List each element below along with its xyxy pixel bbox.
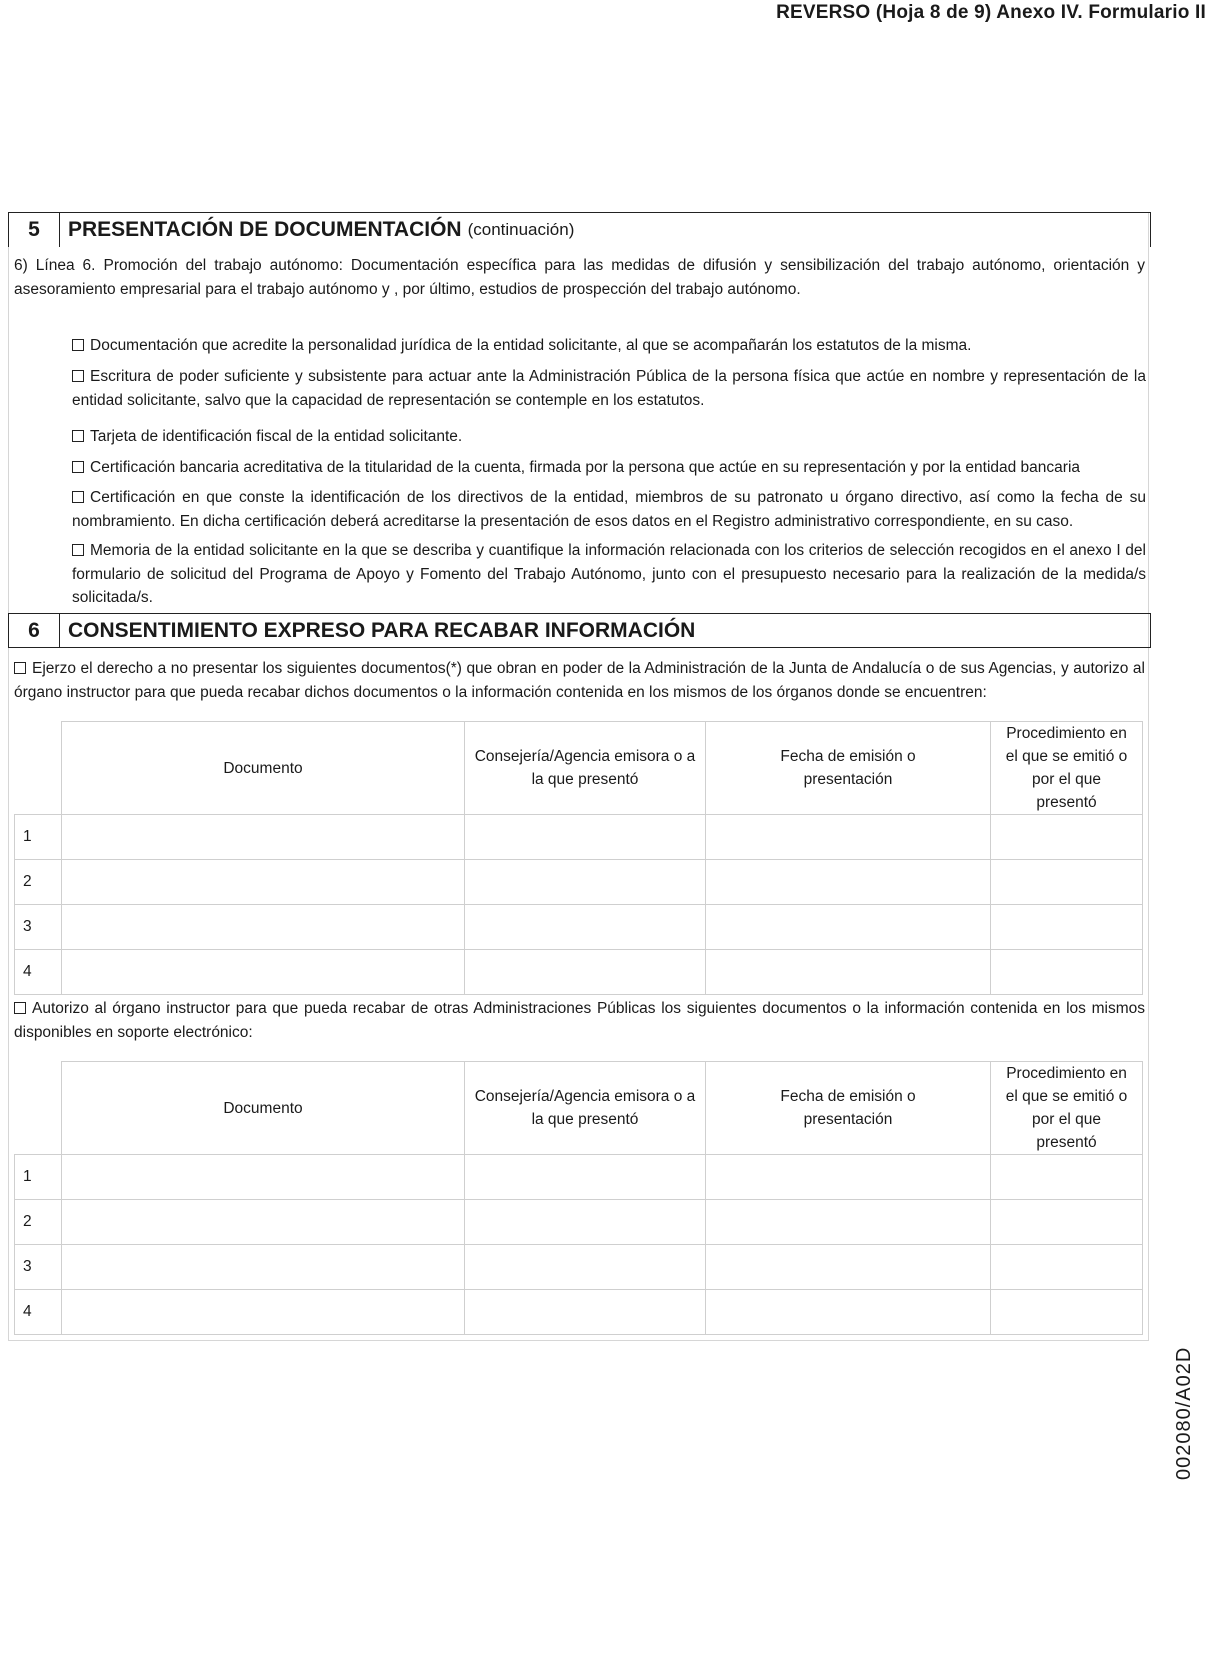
- doc-item-3: [72, 425, 1146, 449]
- cell-documento[interactable]: [62, 950, 465, 995]
- cell-consejeria[interactable]: [465, 1155, 706, 1200]
- cell-procedimiento[interactable]: [991, 905, 1143, 950]
- cell-fecha[interactable]: [706, 950, 991, 995]
- cell-consejeria[interactable]: [465, 860, 706, 905]
- cell-consejeria[interactable]: [465, 815, 706, 860]
- row-number: 1: [15, 815, 62, 860]
- table-row: [15, 950, 1143, 995]
- doc-item-1: [72, 334, 1146, 358]
- page-header-title: REVERSO (Hoja 8 de 9) Anexo IV. Formulario II: [776, 2, 1206, 23]
- cell-documento[interactable]: [62, 860, 465, 905]
- row-number: 1: [15, 1155, 62, 1200]
- table-header-row: [15, 1062, 1143, 1155]
- consent-option-2-label: Autorizo al órgano instructor para que pueda recabar de otras Administraciones Públicas los siguientes documentos o la información contenida en los mismos disponibles en soporte electrónico:: [14, 1000, 1145, 1041]
- doc-item-4-label: Certificación bancaria acreditativa de la titularidad de la cuenta, firmada por la persona que actúe en su representación y por la entidad bancaria: [90, 459, 1081, 476]
- checkbox-doc-5[interactable]: [72, 491, 84, 503]
- table-header-procedimiento: Procedimiento en el que se emitió o por el que presentó: [991, 722, 1143, 815]
- form-code: 002080/A02D: [1173, 1346, 1195, 1480]
- table-header-documento: Documento: [62, 1062, 465, 1155]
- cell-consejeria[interactable]: [465, 905, 706, 950]
- table-header-fecha: Fecha de emisión o presentación: [706, 1062, 991, 1155]
- cell-fecha[interactable]: [706, 860, 991, 905]
- table-header-row: [15, 722, 1143, 815]
- checkbox-doc-4[interactable]: [72, 461, 84, 473]
- consent-option-1: [14, 657, 1145, 704]
- cell-procedimiento[interactable]: [991, 1290, 1143, 1335]
- table-header-consejeria: Consejería/Agencia emisora o a la que presentó: [465, 1062, 706, 1155]
- section-5-title: [60, 213, 1151, 247]
- cell-consejeria[interactable]: [465, 1290, 706, 1335]
- section-6-title: [60, 614, 1151, 647]
- cell-fecha[interactable]: [706, 1200, 991, 1245]
- section-5-header: [8, 212, 1151, 247]
- table-header-blank: [15, 1062, 62, 1155]
- table-header-documento: Documento: [62, 722, 465, 815]
- section-5-title-text: PRESENTACIÓN DE DOCUMENTACIÓN: [68, 218, 462, 241]
- table-row: [15, 860, 1143, 905]
- doc-item-3-label: Tarjeta de identificación fiscal de la entidad solicitante.: [90, 428, 463, 445]
- table-row: [15, 1155, 1143, 1200]
- checkbox-doc-1[interactable]: [72, 339, 84, 351]
- cell-procedimiento[interactable]: [991, 860, 1143, 905]
- consent-option-1-label: Ejerzo el derecho a no presentar los siguientes documentos(*) que obran en poder de la Administración de la Junta de Andalucía o de sus Agencias, y autorizo al órgano instructor para que pueda recabar dichos documentos o la información contenida en los mismos de los órganos donde se encuentren:: [14, 660, 1145, 701]
- section-6-number: 6: [8, 614, 60, 647]
- cell-procedimiento[interactable]: [991, 950, 1143, 995]
- doc-item-1-label: Documentación que acredite la personalidad jurídica de la entidad solicitante, al que se acompañarán los estatutos de la misma.: [90, 337, 972, 354]
- cell-documento[interactable]: [62, 905, 465, 950]
- cell-fecha[interactable]: [706, 815, 991, 860]
- documents-table-1: [14, 721, 1143, 995]
- cell-fecha[interactable]: [706, 1290, 991, 1335]
- cell-consejeria[interactable]: [465, 950, 706, 995]
- checkbox-consent-1[interactable]: [14, 662, 26, 674]
- table-header-procedimiento: Procedimiento en el que se emitió o por el que presentó: [991, 1062, 1143, 1155]
- checkbox-doc-6[interactable]: [72, 544, 84, 556]
- table-header-fecha: Fecha de emisión o presentación: [706, 722, 991, 815]
- table-header-blank: [15, 722, 62, 815]
- doc-item-2-label: Escritura de poder suficiente y subsistente para actuar ante la Administración Pública de la persona física que actúe en nombre y representación de la entidad solicitante, salvo que la capacidad de representación se contemple en los estatutos.: [72, 368, 1146, 409]
- cell-documento[interactable]: [62, 1290, 465, 1335]
- cell-procedimiento[interactable]: [991, 1200, 1143, 1245]
- section-6-title-text: CONSENTIMIENTO EXPRESO PARA RECABAR INFORMACIÓN: [68, 618, 696, 642]
- cell-documento[interactable]: [62, 1155, 465, 1200]
- doc-item-2: [72, 365, 1146, 412]
- checkbox-doc-2[interactable]: [72, 370, 84, 382]
- cell-documento[interactable]: [62, 1245, 465, 1290]
- table-row: [15, 1200, 1143, 1245]
- cell-procedimiento[interactable]: [991, 1155, 1143, 1200]
- cell-procedimiento[interactable]: [991, 1245, 1143, 1290]
- row-number: 2: [15, 1200, 62, 1245]
- cell-procedimiento[interactable]: [991, 815, 1143, 860]
- row-number: 3: [15, 905, 62, 950]
- table-row: [15, 905, 1143, 950]
- documents-table-2: [14, 1061, 1143, 1335]
- checkbox-consent-2[interactable]: [14, 1002, 26, 1014]
- doc-item-6-label: Memoria de la entidad solicitante en la que se describa y cuantifique la información relacionada con los criterios de selección recogidos en el anexo I del formulario de solicitud del Programa de Apoyo y Fomento del Trabajo Autónomo, junto con el presupuesto necesario para la realización de la medida/s solicitada/s.: [72, 542, 1146, 606]
- doc-item-4: [72, 456, 1146, 480]
- cell-fecha[interactable]: [706, 1245, 991, 1290]
- cell-documento[interactable]: [62, 815, 465, 860]
- doc-item-5-label: Certificación en que conste la identificación de los directivos de la entidad, miembros de su patronato u órgano directivo, así como la fecha de su nombramiento. En dicha certificación deberá acreditarse la presentación de esos datos en el Registro administrativo correspondiente, en su caso.: [72, 489, 1146, 530]
- checkbox-doc-3[interactable]: [72, 430, 84, 442]
- cell-fecha[interactable]: [706, 1155, 991, 1200]
- cell-consejeria[interactable]: [465, 1200, 706, 1245]
- row-number: 4: [15, 1290, 62, 1335]
- section-5-subtitle: (continuación): [467, 220, 575, 239]
- cell-documento[interactable]: [62, 1200, 465, 1245]
- section-6-header: [8, 613, 1151, 648]
- row-number: 2: [15, 860, 62, 905]
- table-row: [15, 1245, 1143, 1290]
- cell-fecha[interactable]: [706, 905, 991, 950]
- section-5-number: 5: [8, 213, 60, 247]
- consent-option-2: [14, 997, 1145, 1044]
- row-number: 3: [15, 1245, 62, 1290]
- row-number: 4: [15, 950, 62, 995]
- section-5-intro: 6) Línea 6. Promoción del trabajo autónomo: Documentación específica para las medidas de difusión y sensibilización del trabajo autónomo, orientación y asesoramiento empresarial para el trabajo autónomo y , por último, estudios de prospección del trabajo autónomo.: [14, 257, 1145, 298]
- table-row: [15, 815, 1143, 860]
- cell-consejeria[interactable]: [465, 1245, 706, 1290]
- table-header-consejeria: Consejería/Agencia emisora o a la que presentó: [465, 722, 706, 815]
- doc-item-5: [72, 486, 1146, 533]
- table-row: [15, 1290, 1143, 1335]
- doc-item-6: [72, 539, 1146, 610]
